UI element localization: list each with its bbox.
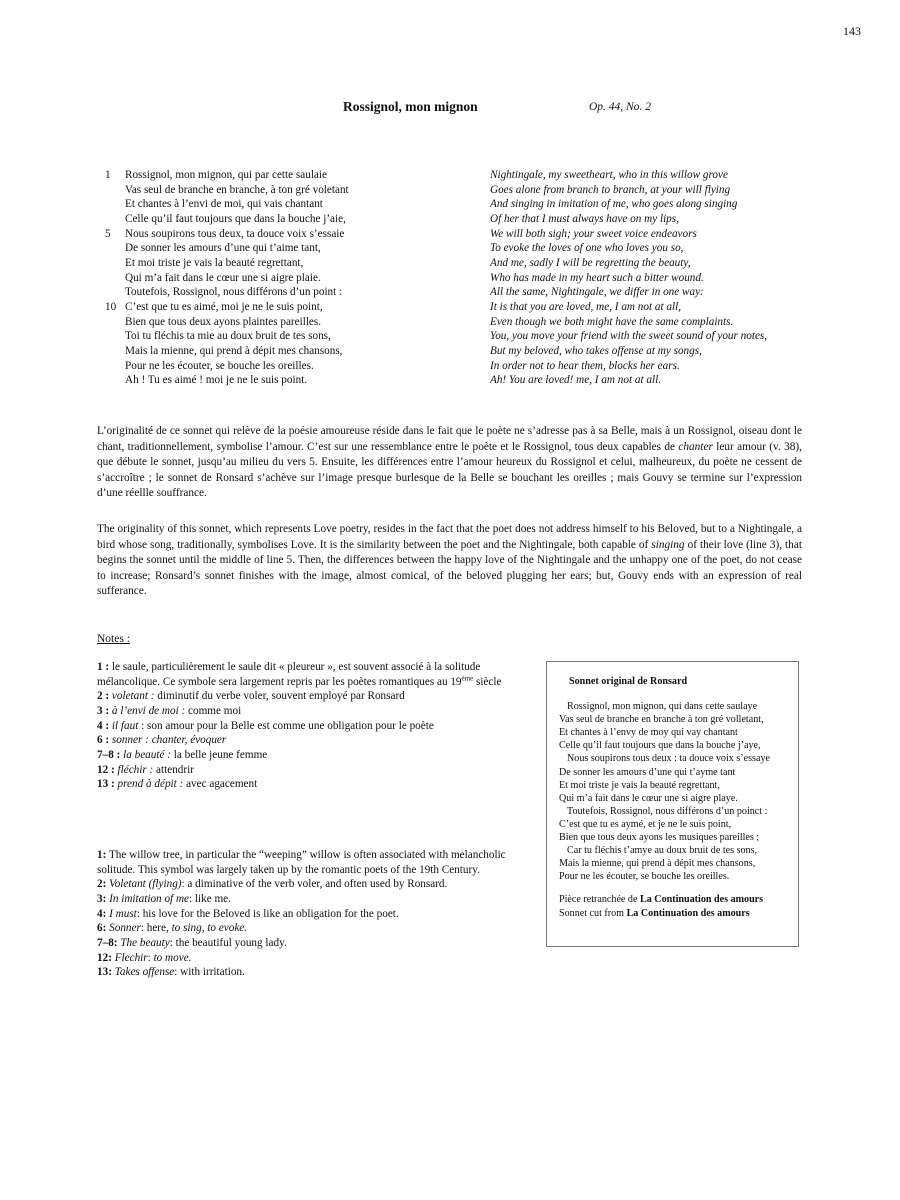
note-term: Sonner — [109, 922, 141, 935]
poem-line-fr: Bien que tous deux ayons plaintes pareilles. — [125, 315, 322, 328]
box-sonnet-line: Bien que tous deux ayons les musiques pareilles ; — [559, 832, 760, 844]
poem-english — [490, 168, 767, 388]
note-term: voletant : — [111, 690, 155, 703]
note-number: 13 : — [97, 778, 115, 791]
poem-line-fr: Qui m’a fait dans le cœur une si aigre plaie. — [125, 271, 321, 284]
note-item: 4: I must: his love for the Beloved is like an obligation for the poet. — [97, 907, 399, 920]
source-french: Pièce retranchée de La Continuation des amours — [559, 894, 764, 906]
notes-french — [97, 660, 515, 792]
note-number: 4: — [97, 907, 107, 920]
poem-line-fr: Ah ! Tu es aimé ! moi je ne le suis point. — [125, 374, 308, 387]
note-term: The beauty — [120, 936, 170, 949]
notes-heading: Notes : — [97, 633, 130, 645]
note-number: 2 : — [97, 690, 110, 703]
note-item: 2 : voletant : diminutif du verbe voler, souvent employé par Ronsard — [97, 690, 405, 703]
poem-line-en: In order not to hear them, blocks her ears. — [490, 359, 680, 372]
poem-line-fr: 1 Rossignol, mon mignon, qui par cette saulaie — [105, 169, 327, 181]
box-sonnet-line: De sonner les amours d’une qui t’ayme tant — [559, 766, 736, 778]
emphasis-chanter: chanter — [678, 440, 713, 453]
poem-line-en: It is that you are loved, me, I am not at all, — [490, 300, 681, 313]
note-term: Voletant (flying) — [109, 878, 182, 891]
box-title: Sonnet original de Ronsard — [569, 676, 688, 687]
emphasis-singing: singing — [651, 538, 685, 551]
note-number: 6 : — [97, 734, 110, 747]
box-sonnet-line: Qui m’a fait dans le cœur une si aigre playe. — [559, 792, 738, 804]
box-sonnet-lines — [559, 700, 790, 883]
note-term: to move. — [153, 951, 192, 964]
note-item: 2: Voletant (flying): a diminative of the verb voler, and often used by Ronsard. — [97, 878, 448, 891]
poem-line-en: Goes alone from branch to branch, at your will flying — [490, 183, 731, 196]
poem-line-fr: Pour ne les écouter, se bouche les oreilles. — [125, 359, 314, 372]
page-number: 143 — [843, 24, 861, 38]
note-term: la beauté : — [123, 748, 171, 761]
note-item: 1: The willow tree, in particular the “weeping” willow is often associated with melancholic solitude. This symbol was largely taken up by the romantic poets of the 19th Century. — [97, 849, 506, 876]
note-number: 12 : — [97, 763, 115, 776]
note-item: 13 : prend à dépit : avec agacement — [97, 778, 258, 791]
note-item: 3 : à l’envi de moi : comme moi — [97, 704, 242, 717]
note-item: 3: In imitation of me: like me. — [97, 892, 231, 905]
note-number: 3 : — [97, 704, 110, 717]
note-term: à l’envi de moi : — [111, 704, 186, 717]
poem-line-en: Nightingale, my sweetheart, who in this willow grove — [490, 169, 728, 181]
note-item: 4 : il faut : son amour pour la Belle est comme une obligation pour le poète — [97, 719, 434, 732]
poem-line-en: Ah! You are loved! me, I am not at all. — [490, 374, 662, 387]
note-item: 7–8 : la beauté : la belle jeune femme — [97, 748, 268, 761]
poem-line-en: To evoke the loves of one who loves you so, — [490, 242, 684, 255]
box-sonnet-line: Et chantes à l’envy de moy qui vay chantant — [559, 727, 738, 739]
line-number: 5 — [105, 227, 111, 240]
note-item: 12 : fléchir : attendrir — [97, 763, 194, 776]
note-item: 12: Flechir: to move. — [97, 951, 192, 964]
note-term: fléchir : — [117, 763, 154, 776]
poem-french — [105, 168, 349, 388]
commentary-french: L’originalité de ce sonnet qui relève de la poésie amoureuse réside dans le fait que le poète ne s’adresse pas à sa Belle, mais à un Rossignol, oiseau dont le chant, traditionnellement, symbolise l’amour. C’est sur une ressemblance entre le poète et le Rossignol, tous deux capables de chanter leur amour (v. 38), que débute le sonnet, jusqu’au milieu du vers 5. Ensuite, les différences entre l’amour heureux du Rossignol et celui, malheureux, du poète ne cessent de s’accroître ; le sonnet de Ronsard s’achève sur l’image presque burlesque de la Belle se bouchant les oreilles ; mais Gouvy se termine sur l’expression d’une réellle souffrance. — [97, 425, 802, 500]
poem-line-fr: 5 Nous soupirons tous deux, ta douce voix s’essaie — [105, 227, 345, 240]
note-number: 12: — [97, 951, 112, 964]
box-sonnet-line: Pour ne les écouter, se bouche les oreilles. — [559, 871, 730, 883]
box-sonnet-line: Nous soupirons tous deux : ta douce voix s’essaye — [567, 753, 770, 765]
poem-line-fr: Celle qu’il faut toujours que dans la bouche j’aie, — [125, 212, 346, 225]
note-number: 2: — [97, 878, 107, 891]
note-term: In imitation of me — [109, 892, 189, 905]
poem-line-en: You, you move your friend with the sweet sound of your notes, — [490, 330, 768, 343]
note-number: 7–8 : — [97, 748, 121, 761]
poem-line-en: But my beloved, who takes offense at my songs, — [490, 344, 702, 357]
box-source — [559, 893, 790, 919]
note-term: prend à dépit : — [117, 778, 184, 791]
poem-line-fr: Toutefois, Rossignol, nous différons d’un point : — [125, 286, 343, 299]
poem-line-fr: De sonner les amours d’une qui t’aime tant, — [125, 242, 321, 255]
box-sonnet-line: Vas seul de branche en branche à ton gré volletant, — [559, 714, 764, 726]
poem-line-fr: Toi tu fléchis ta mie au doux bruit de tes sons, — [125, 330, 331, 343]
note-term: Takes offense — [114, 966, 175, 979]
note-term: il faut — [111, 719, 139, 732]
box-sonnet-line: Mais la mienne, qui prend à dépit mes chansons, — [559, 858, 756, 870]
poem-line-en: And singing in imitation of me, who goes along singing — [490, 198, 738, 211]
opus-number: Op. 44, No. 2 — [589, 101, 651, 113]
note-number: 13: — [97, 966, 112, 979]
note-number: 1 : — [97, 661, 110, 673]
note-term: Flechir — [114, 951, 148, 964]
note-item: 7–8: The beauty: the beautiful young lady. — [97, 936, 287, 949]
line-number: 1 — [105, 169, 111, 181]
note-term: I must — [109, 907, 137, 920]
box-sonnet-line: Rossignol, mon mignon, qui dans cette saulaye — [567, 701, 758, 713]
line-number: 10 — [105, 300, 117, 313]
note-item — [97, 733, 515, 748]
poem-line-en: And me, sadly I will be regretting the beauty, — [490, 256, 691, 269]
song-title: Rossignol, mon mignon — [343, 99, 478, 114]
poem-line-fr: 10 C’est que tu es aimé, moi je ne le suis point, — [105, 300, 323, 313]
note-number: 1: — [97, 849, 107, 861]
box-sonnet-line: C’est que tu es aymé, et je ne le suis point, — [559, 818, 732, 830]
source-english: Sonnet cut from La Continuation des amours — [559, 907, 750, 919]
note-number: 6: — [97, 922, 107, 935]
note-number: 7–8: — [97, 936, 118, 949]
note-item: 13: Takes offense: with irritation. — [97, 966, 245, 979]
box-sonnet-line: Et moi triste je vais la beauté regrettant, — [559, 779, 720, 791]
poem-line-en: All the same, Nightingale, we differ in one way: — [490, 286, 704, 299]
note-number: 3: — [97, 892, 107, 905]
poem-line-fr: Mais la mienne, qui prend à dépit mes chansons, — [125, 344, 343, 357]
poem-line-en: Who has made in my heart such a bitter wound. — [490, 271, 704, 284]
ronsard-original-sonnet-box — [546, 661, 799, 947]
poem-line-fr: Vas seul de branche en branche, à ton gré voletant — [125, 183, 349, 196]
box-sonnet-line: Car tu fléchis t’amye au doux bruit de tes sons, — [567, 845, 758, 857]
box-sonnet-line: Toutefois, Rossignol, nous différons d’un poinct : — [567, 805, 768, 817]
poem-line-fr: Et chantes à l’envi de moi, qui vais chantant — [125, 198, 323, 211]
note-item: 6: Sonner: here, to sing, to evoke. — [97, 922, 248, 935]
note-term: sonner : chanter, évoquer — [111, 734, 227, 747]
poem-line-en: Of her that I must always have on my lips, — [490, 212, 679, 225]
note-term: to sing, to evoke. — [171, 922, 248, 935]
poem-line-en: We will both sigh; your sweet voice endeavors — [490, 227, 697, 240]
notes-english — [97, 848, 515, 980]
note-number: 4 : — [97, 719, 110, 732]
poem-line-en: Even though we both might have the same complaints. — [490, 315, 734, 328]
note-superscript: ème — [461, 673, 474, 682]
box-sonnet-line: Celle qu’il faut toujours que dans la bouche j’aye, — [559, 740, 761, 752]
commentary-english: The originality of this sonnet, which represents Love poetry, resides in the fact that the poet does not address himself to his Beloved, but to a Nightingale, a bird whose song, traditionally, symbolises Love. It is the similarity between the poet and the Nightingale, both capable of singing of their love (line 3), that begins the sonnet until the middle of line 5. Then, the differences between the happy love of the Nightingale and the unhappy one of the poet, do not cease to increase; Ronsard’s sonnet finishes with the image, almost comical, of the beloved plugging her ears; but, Gouvy ends with an expression of real sufferance. — [97, 523, 802, 598]
note-item: 1 : le saule, particulièrement le saule dit « pleureur », est souvent associé à la solitude mélancolique. Ce symbole sera largement repris par les poètes romantiques au 19ème siècle — [97, 661, 502, 688]
poem-line-fr: Et moi triste je vais la beauté regrettant, — [125, 256, 304, 269]
